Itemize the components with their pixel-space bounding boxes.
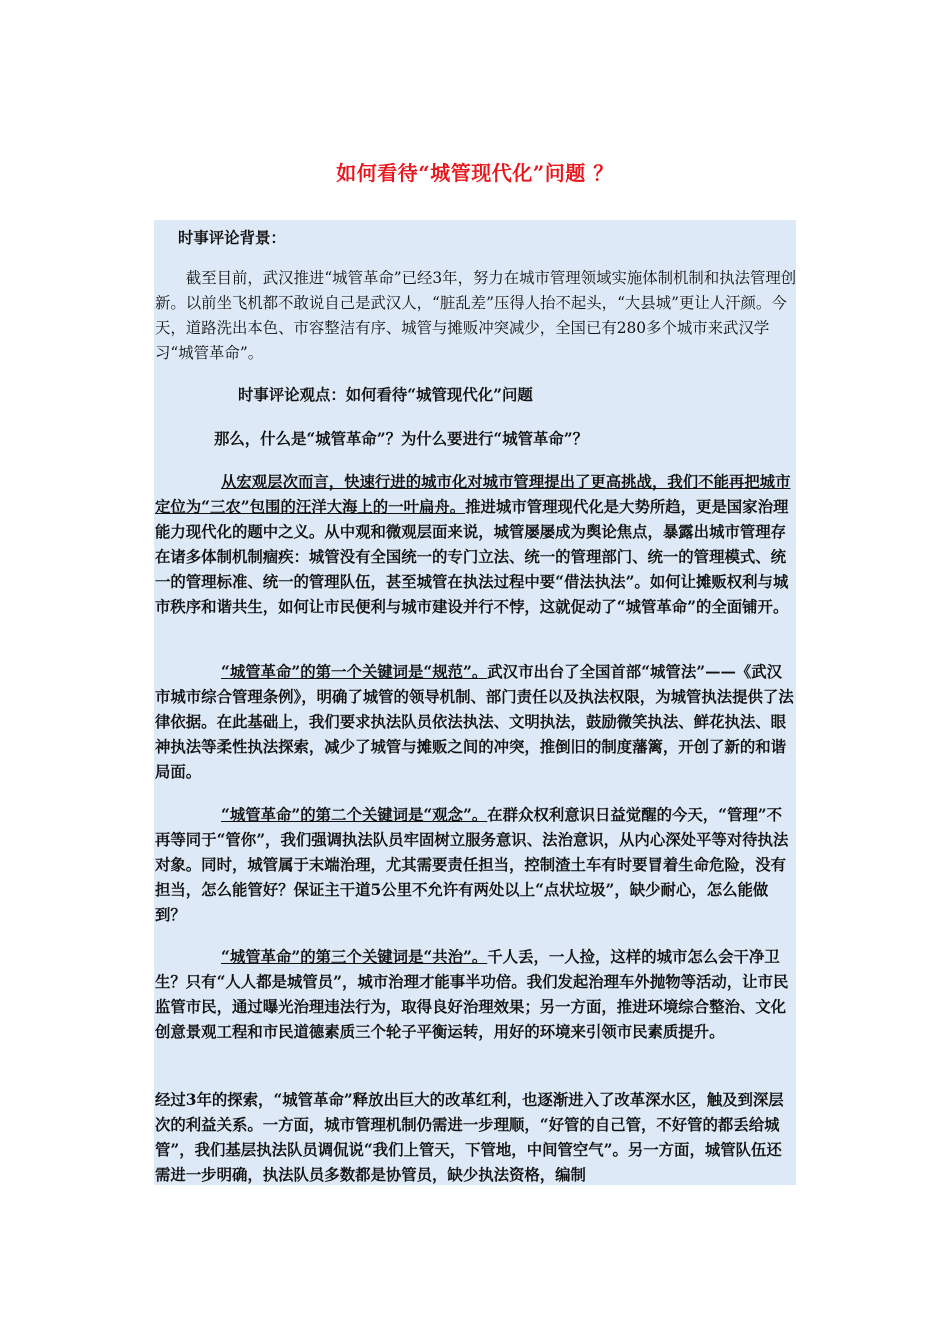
background-label: 时事评论背景： (178, 229, 286, 247)
section-paragraph-4 (155, 945, 797, 1045)
section-2-body: 武汉市出台了全国首部“城管法”——《武汉市城市综合管理条例》，明确了城管的领导机制、部门责任以及执法权限，为城管执法提供了法律依据。在此基础上，我们要求执法队员依法执法、文明执法，鼓励微笑执法、鲜花执法、眼神执法等柔性执法探索，减少了城管与摊贩之间的冲突，推倒旧的制度藩篱，开创了新的和谐局面。 (155, 663, 794, 781)
section-2-lead: “城管革命”的第一个关键词是“规范”。 (221, 663, 488, 681)
document-title: 如何看待“城管现代化”问题 ？ (336, 161, 614, 185)
closing-paragraph: 经过3年的探索，“城管革命”释放出巨大的改革红利，也逐渐进入了改革深水区，触及到深层次的利益关系。一方面，城市管理机制仍需进一步理顺，“好管的自己管，不好管的都丢给城管”，我们基层执法队员调侃说“我们上管天，下管地，中间管空气”。另一方面，城管队伍还需进一步明确，执法队员多数都是协管员，缺少执法资格，编制 (155, 1091, 784, 1184)
question-line: 那么，什么是“城管革命”？为什么要进行“城管革命”？ (214, 430, 589, 448)
section-4-lead: “城管革命”的第三个关键词是“共治”。 (221, 948, 488, 966)
viewpoint-label: 时事评论观点：如何看待“城管现代化”问题 (238, 386, 533, 404)
section-1-lead: 从宏观层次而言，快速行进的城市化对城市管理提出了更高挑战，我们不能再把城市定位为“三农”包围的汪洋大海上的一叶扁舟。 (155, 473, 791, 516)
section-4-body: 千人丢，一人捡，这样的城市怎么会干净卫生？只有“人人都是城管员”，城市治理才能事半功倍。我们发起治理车外抛物等活动，让市民监管市民，通过曝光治理违法行为，取得良好治理效果；另一方面，推进环境综合整治、文化创意景观工程和市民道德素质三个轮子平衡运转，用好的环境来引领市民素质提升。 (155, 948, 789, 1041)
background-paragraph: 截至目前，武汉推进“城管革命”已经3年，努力在城市管理领域实施体制机制和执法管理创新。以前坐飞机都不敢说自己是武汉人，“脏乱差”压得人抬不起头，“大县城”更让人汗颜。今天，道路洗出本色、市容整洁有序、城管与摊贩冲突减少，全国已有280多个城市来武汉学习“城管革命”。 (155, 269, 797, 362)
section-paragraph-3 (155, 803, 797, 928)
section-3-body: 在群众权利意识日益觉醒的今天，“管理”不再等同于“管你”，我们强调执法队员牢固树立服务意识、法治意识，从内心深处平等对待执法对象。同时，城管属于末端治理，尤其需要责任担当，控制渣土车有时要冒着生命危险，没有担当，怎么能管好？保证主干道5公里不允许有两处以上“点状垃圾”，缺少耐心，怎么能做到？ (155, 806, 789, 924)
section-paragraph-1 (155, 470, 797, 620)
section-1-body: 推进城市管理现代化是大势所趋，更是国家治理能力现代化的题中之义。从中观和微观层面来说，城管屡屡成为舆论焦点，暴露出城市管理存在诸多体制机制痼疾：城管没有全国统一的专门立法、统一的管理部门、统一的管理模式、统一的管理标准、统一的管理队伍，甚至城管在执法过程中要“借法执法”。如何让摊贩权利与城市秩序和谐共生，如何让市民便利与城市建设并行不悖，这就促动了“城管革命”的全面铺开。 (155, 498, 789, 616)
section-paragraph-2 (155, 660, 797, 785)
section-3-lead: “城管革命”的第二个关键词是“观念”。 (221, 806, 488, 824)
